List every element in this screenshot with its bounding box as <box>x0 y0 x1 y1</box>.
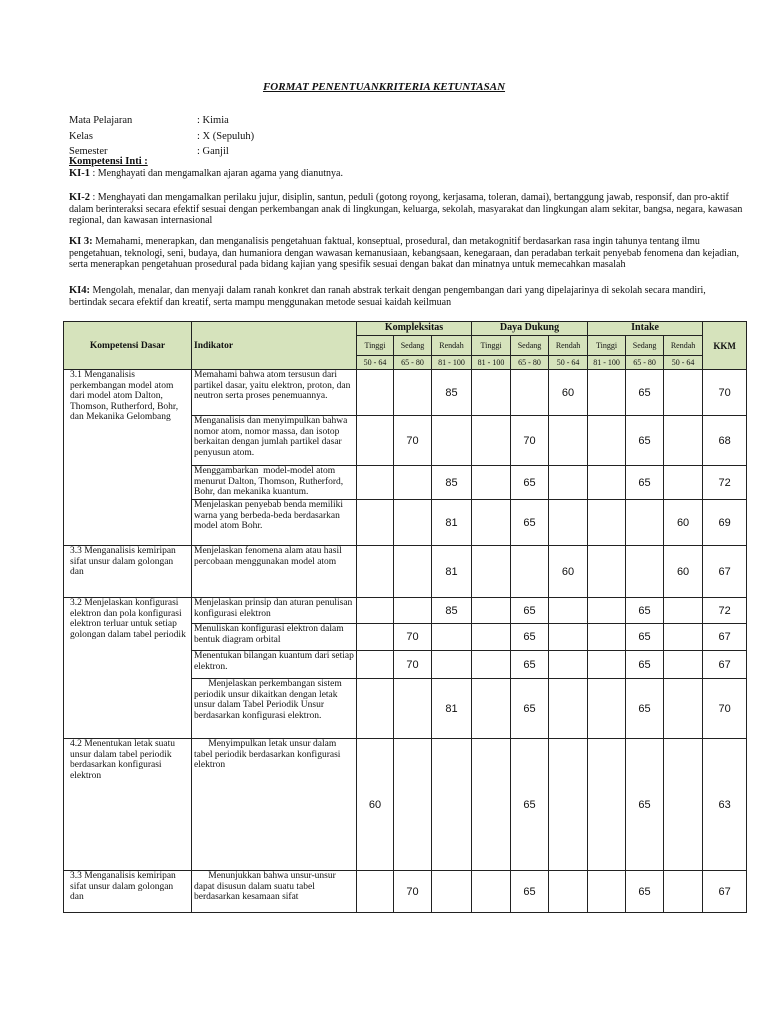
meta-value: : Kimia <box>197 115 229 126</box>
kd-cell: 3.3 Menganalisis kemiripan sifat unsur dalam golongan dan <box>64 871 192 913</box>
kkm-value-cell: 67 <box>703 871 747 913</box>
table-row <box>64 598 747 624</box>
kkm-value-cell: 70 <box>703 370 747 416</box>
kd-cell: 4.2 Menentukan letak suatu unsur dalam tabel periodik berdasarkan konfigurasi elektron <box>64 739 192 871</box>
header-range: 65 - 80 <box>394 356 432 370</box>
score-cell <box>549 624 588 651</box>
document-title: FORMAT PENENTUANKRITERIA KETUNTASAN <box>262 81 506 93</box>
header-range: 50 - 64 <box>549 356 588 370</box>
ki-2 <box>69 192 745 227</box>
table-row <box>64 546 747 598</box>
score-cell: 65 <box>511 679 549 739</box>
score-cell: 65 <box>511 624 549 651</box>
score-cell <box>588 546 626 598</box>
indikator-cell: Memahami bahwa atom tersusun dari partikel dasar, yaitu elektron, proton, dan neutron serta proses penemuannya. <box>192 370 357 416</box>
score-cell <box>472 598 511 624</box>
score-cell: 70 <box>394 416 432 466</box>
score-cell: 70 <box>394 651 432 679</box>
score-cell: 85 <box>432 598 472 624</box>
score-cell <box>357 651 394 679</box>
indikator-cell: Menentukan bilangan kuantum dari setiap elektron. <box>192 651 357 679</box>
score-cell: 65 <box>511 871 549 913</box>
score-cell: 65 <box>626 871 664 913</box>
score-cell <box>394 679 432 739</box>
kkm-value-cell: 72 <box>703 466 747 500</box>
score-cell <box>432 871 472 913</box>
score-cell <box>394 546 432 598</box>
score-cell: 70 <box>511 416 549 466</box>
header-daya-dukung: Daya Dukung <box>472 322 588 336</box>
table-row <box>64 871 747 913</box>
table-row <box>64 739 747 871</box>
score-cell <box>357 370 394 416</box>
indikator-cell: Menuliskan konfigurasi elektron dalam bentuk diagram orbital <box>192 624 357 651</box>
score-cell <box>664 466 703 500</box>
score-cell <box>472 679 511 739</box>
score-cell <box>472 546 511 598</box>
score-cell: 65 <box>626 651 664 679</box>
score-cell <box>664 624 703 651</box>
score-cell <box>511 546 549 598</box>
ki-code: KI-1 <box>69 168 90 179</box>
score-cell: 60 <box>664 500 703 546</box>
score-cell: 65 <box>626 598 664 624</box>
kkm-value-cell: 67 <box>703 546 747 598</box>
score-cell <box>664 651 703 679</box>
kkm-value-cell: 67 <box>703 651 747 679</box>
score-cell <box>664 598 703 624</box>
indikator-cell: Menjelaskan perkembangan sistem periodik unsur dikaitkan dengan letak unsur dalam Tabel Periodik Unsur berdasarkan konfigurasi elektron. <box>192 679 357 739</box>
header-kd: Kompetensi Dasar <box>64 322 192 370</box>
ki-text: : Menghayati dan mengamalkan ajaran agama yang dianutnya. <box>90 168 343 179</box>
score-cell <box>357 416 394 466</box>
score-cell: 70 <box>394 624 432 651</box>
score-cell <box>549 739 588 871</box>
score-cell: 65 <box>511 598 549 624</box>
score-cell <box>432 416 472 466</box>
header-kompleksitas: Kompleksitas <box>357 322 472 336</box>
ki-text: Memahami, menerapkan, dan menganalisis pengetahuan faktual, konseptual, prosedural, dan metakognitif berdasarkan rasa ingin tahunya tentang ilmu pengetahuan, teknologi, seni, budaya, dan humaniora dengan wawasan kemanusiaan, kebangsaan, kenegaraan, dan peradaban terkait penyebab fenomena dan kejadian, serta menerapkan pengetahuan prosedural pada bidang kajian yang spesifik sesuai dengan bakat dan minatnya untuk memecahkan masalah <box>69 236 740 270</box>
indikator-cell: Menganalisis dan menyimpulkan bahwa nomor atom, nomor massa, dan isotop berkaitan dengan jumlah partikel dasar penyusun atom. <box>192 416 357 466</box>
ki-text: : Menghayati dan mengamalkan perilaku jujur, disiplin, santun, peduli (gotong royong, kerjasama, toleran, damai), bertanggung jawab, responsif, dan pro-aktif dalam berinteraksi secara efektif sesuai dengan perkembangan anak di lingkungan, keluarga, sekolah, masyarakat dan lingkungan alam sekitar, bangsa, negara, kawasan regional, dan kawasan internasional <box>69 192 743 226</box>
score-cell: 60 <box>357 739 394 871</box>
score-cell <box>472 370 511 416</box>
score-cell <box>357 546 394 598</box>
header-kkm: KKM <box>703 322 747 370</box>
score-cell <box>664 871 703 913</box>
header-indikator: Indikator <box>192 322 357 370</box>
header-sub-level: Rendah <box>432 336 472 356</box>
kkm-value-cell: 70 <box>703 679 747 739</box>
meta-label: Semester <box>69 146 108 157</box>
header-range: 81 - 100 <box>432 356 472 370</box>
score-cell: 65 <box>626 739 664 871</box>
score-cell <box>588 739 626 871</box>
score-cell <box>432 624 472 651</box>
score-cell <box>549 598 588 624</box>
kkm-table <box>63 321 747 913</box>
score-cell <box>588 679 626 739</box>
indikator-cell: Menjelaskan penyebab benda memiliki warna yang berbeda-beda berdasarkan model atom Bohr. <box>192 500 357 546</box>
header-sub-level: Tinggi <box>472 336 511 356</box>
score-cell <box>472 651 511 679</box>
meta-label: Mata Pelajaran <box>69 115 133 126</box>
header-sub-level: Sedang <box>626 336 664 356</box>
score-cell <box>588 500 626 546</box>
score-cell <box>394 739 432 871</box>
kkm-value-cell: 72 <box>703 598 747 624</box>
score-cell <box>357 679 394 739</box>
kd-cell: 3.3 Menganalisis kemiripan sifat unsur dalam golongan dan <box>64 546 192 598</box>
score-cell <box>357 624 394 651</box>
score-cell <box>394 500 432 546</box>
score-cell <box>549 466 588 500</box>
score-cell: 65 <box>626 370 664 416</box>
score-cell: 65 <box>626 624 664 651</box>
score-cell: 65 <box>626 679 664 739</box>
score-cell <box>588 466 626 500</box>
ki-3 <box>69 236 745 271</box>
indikator-cell: Menunjukkan bahwa unsur-unsur dapat disusun dalam suatu tabel berdasarkan kesamaan sifat <box>192 871 357 913</box>
score-cell <box>394 598 432 624</box>
score-cell <box>588 370 626 416</box>
score-cell <box>432 651 472 679</box>
score-cell: 70 <box>394 871 432 913</box>
score-cell <box>588 651 626 679</box>
score-cell <box>357 500 394 546</box>
score-cell: 60 <box>664 546 703 598</box>
header-sub-level: Rendah <box>549 336 588 356</box>
score-cell: 81 <box>432 500 472 546</box>
table-row <box>64 370 747 416</box>
ki-code: KI 3: <box>69 236 93 247</box>
ki-4 <box>69 285 745 308</box>
score-cell: 81 <box>432 546 472 598</box>
score-cell <box>472 624 511 651</box>
indikator-cell: Menjelaskan fenomena alam atau hasil percobaan menggunakan model atom <box>192 546 357 598</box>
header-range: 81 - 100 <box>472 356 511 370</box>
score-cell <box>588 598 626 624</box>
header-range: 50 - 64 <box>357 356 394 370</box>
kkm-value-cell: 69 <box>703 500 747 546</box>
score-cell <box>549 679 588 739</box>
kkm-value-cell: 67 <box>703 624 747 651</box>
score-cell: 65 <box>511 500 549 546</box>
score-cell <box>472 466 511 500</box>
indikator-cell: Menggambarkan model-model atom menurut Dalton, Thomson, Rutherford, Bohr, dan mekanika kuantum. <box>192 466 357 500</box>
score-cell <box>588 416 626 466</box>
score-cell <box>357 466 394 500</box>
ki-code: KI4: <box>69 285 90 296</box>
indikator-cell: Menyimpulkan letak unsur dalam tabel periodik berdasarkan konfigurasi elektron <box>192 739 357 871</box>
score-cell <box>472 739 511 871</box>
ki-code: KI-2 <box>69 192 90 203</box>
score-cell <box>394 466 432 500</box>
score-cell <box>472 871 511 913</box>
meta-value: : X (Sepuluh) <box>197 131 255 142</box>
header-sub-level: Sedang <box>394 336 432 356</box>
score-cell: 65 <box>511 651 549 679</box>
score-cell: 81 <box>432 679 472 739</box>
header-sub-level: Tinggi <box>357 336 394 356</box>
header-sub-level: Tinggi <box>588 336 626 356</box>
header-range: 65 - 80 <box>511 356 549 370</box>
score-cell <box>588 871 626 913</box>
kkm-value-cell: 63 <box>703 739 747 871</box>
score-cell <box>664 679 703 739</box>
meta-label: Kelas <box>69 131 93 142</box>
ki-1 <box>69 168 745 180</box>
header-range: 50 - 64 <box>664 356 703 370</box>
score-cell: 85 <box>432 370 472 416</box>
score-cell: 65 <box>626 466 664 500</box>
header-sub-level: Sedang <box>511 336 549 356</box>
score-cell <box>549 500 588 546</box>
score-cell <box>549 651 588 679</box>
score-cell: 65 <box>626 416 664 466</box>
score-cell <box>472 416 511 466</box>
score-cell <box>549 871 588 913</box>
score-cell <box>626 500 664 546</box>
score-cell <box>357 598 394 624</box>
score-cell <box>664 739 703 871</box>
header-range: 81 - 100 <box>588 356 626 370</box>
ki-heading: Kompetensi Inti : <box>69 156 148 167</box>
score-cell <box>511 370 549 416</box>
score-cell <box>357 871 394 913</box>
kd-cell: 3.1 Menganalisis perkembangan model atom dari model atom Dalton, Thomson, Rutherford, Bohr, dan Mekanika Gelombang <box>64 370 192 546</box>
ki-text: Mengolah, menalar, dan menyaji dalam ranah konkret dan ranah abstrak terkait dengan pengembangan dari yang dipelajarinya di sekolah secara mandiri, bertindak secara efektif dan kreatif, serta mampu menggunakan metode sesuai kaidah keilmuan <box>69 285 706 308</box>
meta-value: : Ganjil <box>197 146 229 157</box>
kkm-value-cell: 68 <box>703 416 747 466</box>
score-cell <box>432 739 472 871</box>
header-intake: Intake <box>588 322 703 336</box>
score-cell <box>664 416 703 466</box>
kd-cell: 3.2 Menjelaskan konfigurasi elektron dan pola konfigurasi elektron terluar untuk setiap golongan dalam tabel periodik <box>64 598 192 739</box>
score-cell: 60 <box>549 546 588 598</box>
header-range: 65 - 80 <box>626 356 664 370</box>
score-cell <box>626 546 664 598</box>
score-cell <box>588 624 626 651</box>
score-cell <box>472 500 511 546</box>
score-cell: 65 <box>511 466 549 500</box>
indikator-cell: Menjelaskan prinsip dan aturan penulisan konfigurasi elektron <box>192 598 357 624</box>
score-cell: 65 <box>511 739 549 871</box>
header-sub-level: Rendah <box>664 336 703 356</box>
score-cell <box>664 370 703 416</box>
score-cell <box>394 370 432 416</box>
score-cell: 85 <box>432 466 472 500</box>
score-cell: 60 <box>549 370 588 416</box>
score-cell <box>549 416 588 466</box>
